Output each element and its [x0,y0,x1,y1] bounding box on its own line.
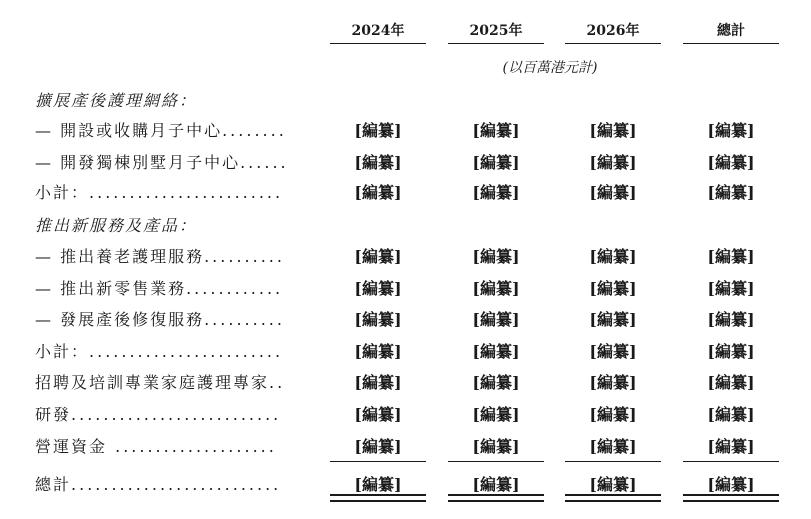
value-cell: [編纂] [354,475,402,494]
value-cell: [編纂] [354,183,402,202]
table-row [0,148,811,178]
row-label-text: — 推出養老護理服務 [35,247,205,266]
row-label-text: 擴展產後護理網絡： [35,91,198,110]
row-label [35,178,320,208]
value-cell: [編纂] [472,247,520,266]
row-label [35,305,320,335]
section-heading [35,86,320,116]
value-cell: [編纂] [707,183,755,202]
row-label [35,368,320,398]
value-cell: [編纂] [472,342,520,361]
column-header-2026: 2026年 [565,20,661,44]
row-label [35,432,320,462]
table-row [0,432,811,462]
table-row [0,337,811,367]
row-label [35,470,320,500]
row-label-text: 推出新服務及產品： [35,216,198,235]
leader-dots: .......................... [71,475,282,494]
value-cell: [編纂] [472,183,520,202]
value-cell: [編纂] [472,310,520,329]
unit-note: (以百萬港元計) [502,60,598,76]
value-cell: [編纂] [354,437,402,456]
leader-dots: .......................... [71,405,282,424]
value-cell: [編纂] [354,373,402,392]
value-cell: [編纂] [707,342,755,361]
value-cell: [編纂] [707,373,755,392]
subtotal-rule-2026 [565,461,661,462]
value-cell: [編纂] [472,153,520,172]
leader-dots: ........................ [89,342,284,361]
table-row [0,274,811,304]
row-label [35,116,320,146]
value-cell: [編纂] [589,153,637,172]
value-cell: [編纂] [707,475,755,494]
leader-dots: ........................ [89,183,284,202]
value-cell: [編纂] [707,247,755,266]
total-double-rule-total [683,494,779,502]
value-cell: [編纂] [589,405,637,424]
table-row [0,116,811,146]
row-label [35,337,320,367]
row-label-text: — 推出新零售業務 [35,279,187,298]
row-label-text: — 發展產後修復服務 [35,310,205,329]
row-label-text: 研發 [35,405,72,424]
row-label-text: — 開發獨棟別墅月子中心 [35,153,241,172]
value-cell: [編纂] [707,405,755,424]
value-cell: [編纂] [472,279,520,298]
table-row [0,305,811,335]
value-cell: [編纂] [354,342,402,361]
row-label [35,242,320,272]
table-row [0,368,811,398]
row-label-text: — 開設或收購月子中心 [35,121,223,140]
section-heading-row [0,211,811,241]
value-cell: [編纂] [589,342,637,361]
value-cell: [編纂] [589,279,637,298]
subtotal-rule-total [683,461,779,462]
column-header-2024: 2024年 [330,20,426,44]
row-label [35,400,320,430]
value-cell: [編纂] [354,405,402,424]
value-cell: [編纂] [707,153,755,172]
leader-dots: .......... [204,247,285,266]
row-label [35,148,320,178]
value-cell: [編纂] [354,121,402,140]
value-cell: [編纂] [354,279,402,298]
value-cell: [編纂] [589,475,637,494]
value-cell: [編纂] [707,437,755,456]
section-heading [35,211,320,241]
value-cell: [編纂] [589,437,637,456]
column-header-total: 總計 [683,20,779,44]
table-row [0,242,811,272]
value-cell: [編纂] [354,247,402,266]
value-cell: [編纂] [354,153,402,172]
value-cell: [編纂] [472,405,520,424]
row-label-text: 小計： [35,342,90,361]
subtotal-rule-2025 [448,461,544,462]
leader-dots: ............ [186,279,284,298]
value-cell: [編纂] [354,310,402,329]
leader-dots: .......... [204,310,285,329]
value-cell: [編纂] [589,121,637,140]
value-cell: [編纂] [589,183,637,202]
total-double-rule-2024 [330,494,426,502]
value-cell: [編纂] [472,437,520,456]
row-label-text: 總計 [35,475,72,494]
value-cell: [編纂] [707,310,755,329]
row-label [35,274,320,304]
leader-dots: .................... [107,437,277,456]
table-row [0,178,811,208]
total-double-rule-2025 [448,494,544,502]
value-cell: [編纂] [589,247,637,266]
row-label-text: 招聘及培訓專業家庭護理專家 [35,373,270,392]
value-cell: [編纂] [472,121,520,140]
column-header-2025: 2025年 [448,20,544,44]
value-cell: [編纂] [472,475,520,494]
section-heading-row [0,86,811,116]
value-cell: [編纂] [707,121,755,140]
leader-dots: ...... [240,153,289,172]
row-label-text: 營運資金 [35,437,108,456]
row-label-text: 小計： [35,183,90,202]
table-row [0,400,811,430]
subtotal-rule-2024 [330,461,426,462]
leader-dots: .. [269,373,286,392]
total-double-rule-2026 [565,494,661,502]
value-cell: [編纂] [472,373,520,392]
leader-dots: ........ [222,121,287,140]
value-cell: [編纂] [589,373,637,392]
value-cell: [編纂] [589,310,637,329]
value-cell: [編纂] [707,279,755,298]
